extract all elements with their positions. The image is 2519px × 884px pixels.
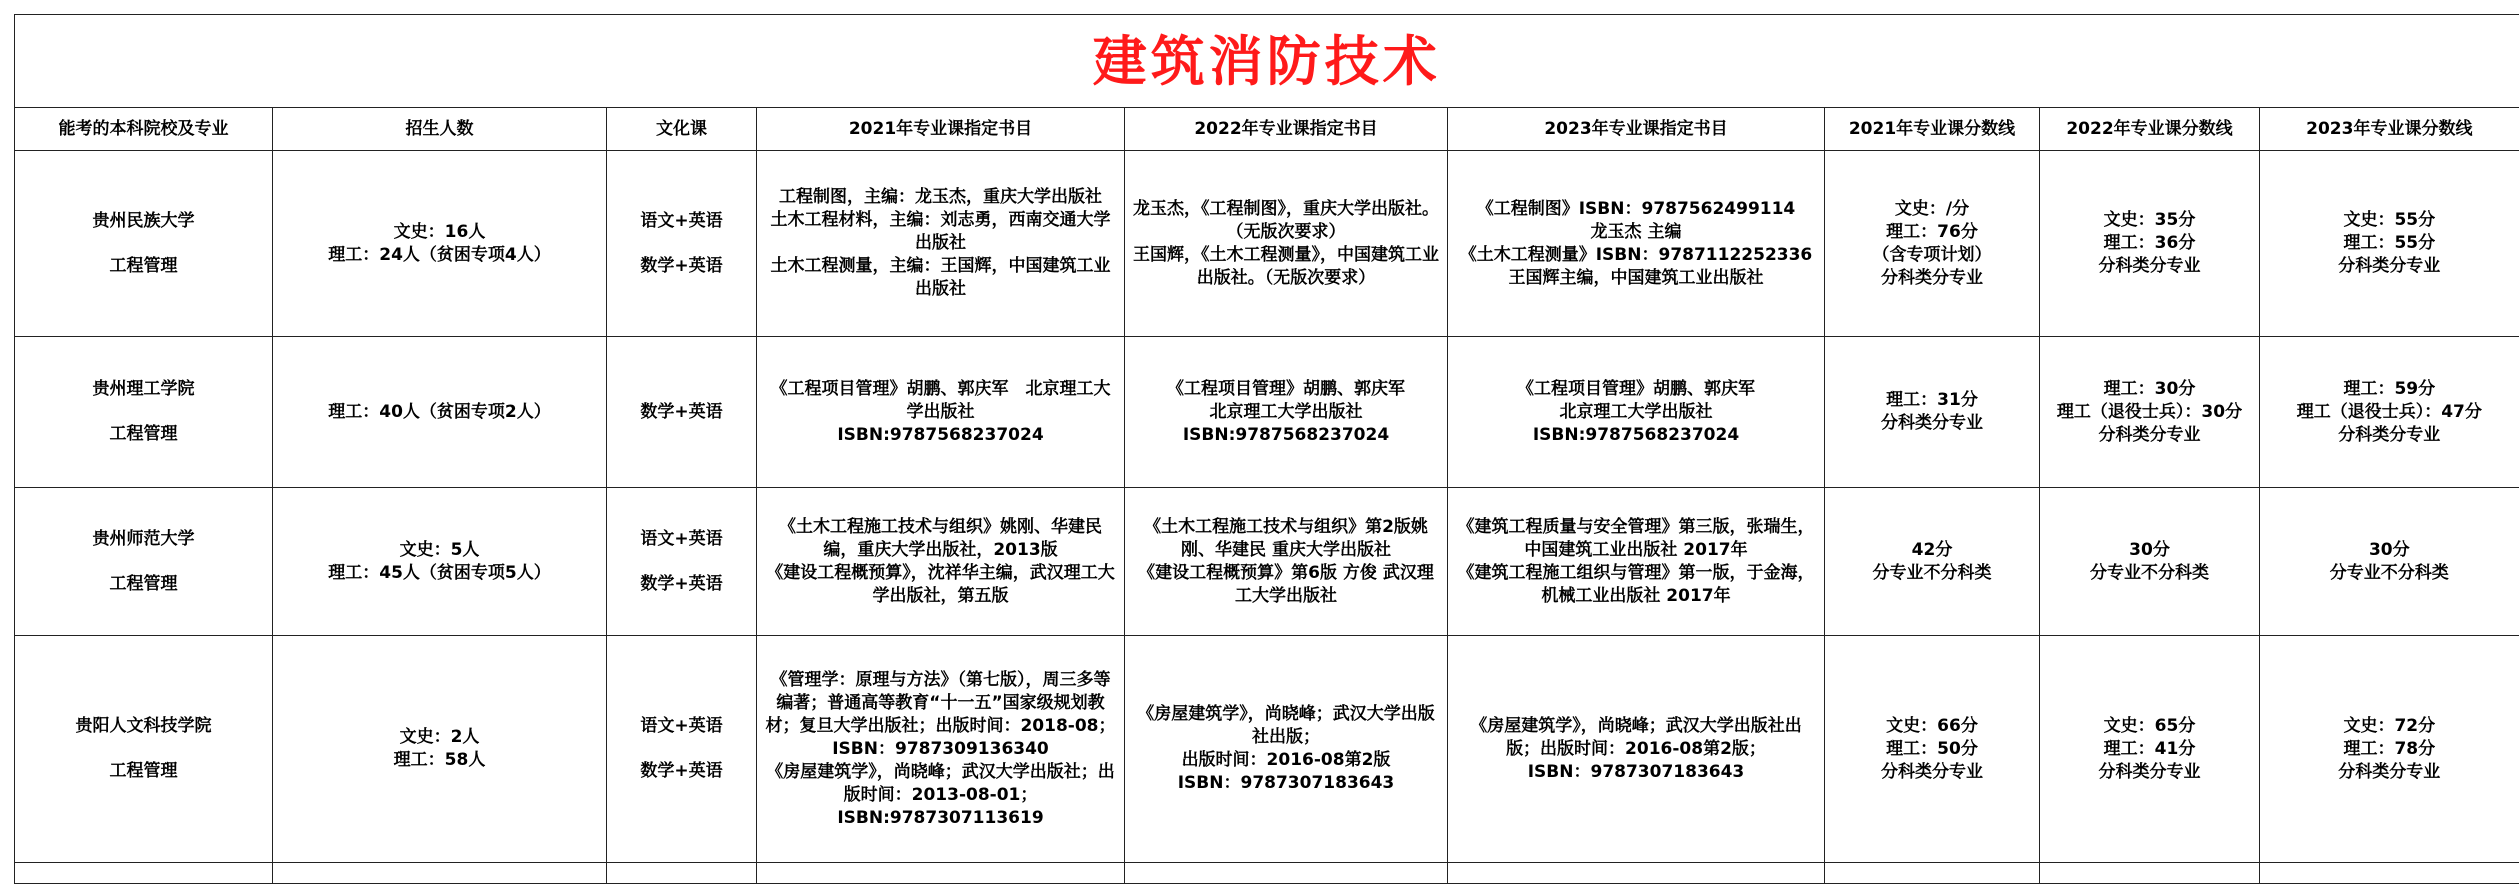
score-2022-cell (2040, 337, 2260, 488)
header-quota: 招生人数 (273, 108, 607, 151)
school-name: 贵州民族大学 (92, 210, 195, 231)
books-2022-text: 《房屋建筑学》，尚晓峰；武汉大学出版社出版； 出版时间：2016-08第2版 ISBN：9787307183643 (1137, 704, 1435, 793)
score-2023-text: 文史：55分 理工：55分 分科类分专业 (2338, 210, 2441, 276)
table-row (15, 151, 2519, 337)
score-2022-text: 文史：65分 理工：41分 分科类分专业 (2098, 715, 2201, 782)
empty-cell (1125, 863, 1448, 884)
header-books-2021: 2021年专业课指定书目 (757, 108, 1125, 151)
culture-subject-2: 数学+英语 (640, 255, 723, 276)
quota-text: 文史：16人 理工：24人（贫困专项4人） (328, 221, 551, 265)
books-2023-cell (1448, 151, 1825, 337)
books-2022-cell (1125, 636, 1448, 863)
score-2021-cell (1825, 488, 2040, 636)
score-2023-cell (2260, 488, 2519, 636)
culture-subject-2: 数学+英语 (640, 401, 723, 422)
score-2023-cell (2260, 337, 2519, 488)
header-school: 能考的本科院校及专业 (15, 108, 273, 151)
books-2022-text: 龙玉杰，《工程制图》，重庆大学出版社。（无版次要求） 王国辉，《土木工程测量》，中国建筑工业出版社。（无版次要求） (1133, 198, 1439, 288)
school-name: 贵州理工学院 (92, 379, 195, 399)
major-name: 工程管理 (109, 424, 178, 444)
table-row (15, 636, 2519, 863)
empty-cell (2260, 863, 2519, 884)
empty-cell (273, 863, 607, 884)
school-cell (15, 337, 273, 488)
culture-subject-2: 数学+英语 (640, 573, 723, 594)
quota-text: 文史：2人 理工：58人 (393, 727, 486, 770)
score-2023-text: 文史：72分 理工：78分 分科类分专业 (2338, 715, 2441, 782)
books-2022-text: 《工程项目管理》胡鹏、郭庆军 北京理工大学出版社 ISBN:9787568237024 (1167, 378, 1405, 445)
books-2023-text: 《建筑工程质量与安全管理》第三版，张瑞生，中国建筑工业出版社 2017年 《建筑工程施工组织与管理》第一版，于金海，机械工业出版社 2017年 (1457, 516, 1815, 606)
header-books-2023: 2023年专业课指定书目 (1448, 108, 1825, 151)
score-2022-text: 30分 分专业不分科类 (2090, 539, 2209, 583)
culture-cell (607, 636, 757, 863)
score-2022-cell (2040, 151, 2260, 337)
page-title: 建筑消防技术 (15, 15, 2519, 108)
books-2021-cell (757, 151, 1125, 337)
header-score-2023: 2023年专业课分数线 (2260, 108, 2519, 151)
books-2021-cell (757, 636, 1125, 863)
books-2021-text: 《工程项目管理》胡鹏、郭庆军 北京理工大学出版社 ISBN:9787568237024 (770, 378, 1111, 445)
score-2021-text: 文史：/分 理工：76分 （含专项计划） 分科类分专业 (1872, 198, 1992, 288)
books-2023-text: 《工程项目管理》胡鹏、郭庆军 北京理工大学出版社 ISBN:9787568237024 (1517, 378, 1755, 445)
major-name: 工程管理 (109, 255, 178, 276)
culture-cell (607, 151, 757, 337)
quota-cell (273, 636, 607, 863)
header-culture: 文化课 (607, 108, 757, 151)
books-2021-cell (757, 488, 1125, 636)
culture-subject-1: 语文+英语 (640, 716, 723, 736)
culture-subject-2: 数学+英语 (640, 761, 723, 781)
school-cell (15, 151, 273, 337)
books-2022-cell (1125, 151, 1448, 337)
table-row (15, 488, 2519, 636)
books-2022-text: 《土木工程施工技术与组织》第2版姚刚、华建民 重庆大学出版社 《建设工程概预算》第6版 方俊 武汉理工大学出版社 (1138, 516, 1434, 606)
books-2023-cell (1448, 488, 1825, 636)
header-score-2021: 2021年专业课分数线 (1825, 108, 2040, 151)
school-name: 贵州师范大学 (92, 528, 195, 549)
books-2023-cell (1448, 337, 1825, 488)
quota-text: 文史：5人 理工：45人（贫困专项5人） (328, 539, 551, 583)
score-2022-cell (2040, 636, 2260, 863)
score-2023-cell (2260, 151, 2519, 337)
empty-cell (2040, 863, 2260, 884)
table-row (15, 337, 2519, 488)
empty-cell (15, 863, 273, 884)
school-cell (15, 488, 273, 636)
books-2022-cell (1125, 337, 1448, 488)
score-2021-text: 理工：31分 分科类分专业 (1881, 390, 1983, 433)
score-2022-text: 文史：35分 理工：36分 分科类分专业 (2098, 210, 2201, 276)
culture-cell (607, 337, 757, 488)
score-2021-text: 42分 分专业不分科类 (1872, 539, 1992, 583)
school-name: 贵阳人文科技学院 (75, 716, 212, 736)
header-score-2022: 2022年专业课分数线 (2040, 108, 2260, 151)
score-2021-cell (1825, 636, 2040, 863)
header-books-2022: 2022年专业课指定书目 (1125, 108, 1448, 151)
school-cell (15, 636, 273, 863)
quota-cell (273, 488, 607, 636)
empty-cell (1448, 863, 1825, 884)
quota-text: 理工：40人（贫困专项2人） (328, 401, 551, 422)
books-2023-text: 《工程制图》ISBN：9787562499114 龙玉杰 主编 《土木工程测量》ISBN：9787112252336 王国辉主编，中国建筑工业出版社 (1459, 198, 1813, 288)
books-2021-cell (757, 337, 1125, 488)
header-row (15, 108, 2519, 151)
books-2023-cell (1448, 636, 1825, 863)
score-2023-text: 理工：59分 理工（退役士兵）：47分 分科类分专业 (2296, 378, 2482, 445)
score-2021-cell (1825, 337, 2040, 488)
empty-cell (757, 863, 1125, 884)
empty-cell (1825, 863, 2040, 884)
culture-subject-1: 语文+英语 (640, 210, 723, 231)
major-name: 工程管理 (109, 761, 178, 781)
books-2021-text: 《土木工程施工技术与组织》姚刚、华建民编，重庆大学出版社，2013版 《建设工程概预算》，沈祥华主编，武汉理工大学出版社，第五版 (766, 516, 1115, 606)
score-2023-text: 30分 分专业不分科类 (2329, 539, 2449, 583)
books-2023-text: 《房屋建筑学》，尚晓峰；武汉大学出版社出版；出版时间：2016-08第2版； ISBN：9787307183643 (1470, 715, 1802, 782)
score-2022-text: 理工：30分 理工（退役士兵）：30分 分科类分专业 (2056, 378, 2243, 445)
score-2021-cell (1825, 151, 2040, 337)
score-2021-text: 文史：66分 理工：50分 分科类分专业 (1881, 715, 1983, 782)
major-name: 工程管理 (109, 573, 178, 594)
culture-cell (607, 488, 757, 636)
culture-subject-1: 语文+英语 (640, 528, 723, 549)
books-2022-cell (1125, 488, 1448, 636)
admission-table (14, 14, 2519, 884)
score-2023-cell (2260, 636, 2519, 863)
quota-cell (273, 337, 607, 488)
quota-cell (273, 151, 607, 337)
empty-cell (607, 863, 757, 884)
books-2021-text: 工程制图，主编：龙玉杰，重庆大学出版社 土木工程材料，主编：刘志勇，西南交通大学出版社 土木工程测量，主编：王国辉，中国建筑工业出版社 (770, 187, 1111, 299)
table-row (15, 863, 2519, 884)
score-2022-cell (2040, 488, 2260, 636)
books-2021-text: 《管理学：原理与方法》（第七版），周三多等编著；普通高等教育“十一五”国家级规划教材；复旦大学出版社；出版时间：2018-08；ISBN：9787309136340 《房屋建筑学》，尚晓峰；武汉大学出版社；出版时间：2013-08-01；ISBN:9787307113619 (765, 669, 1116, 828)
